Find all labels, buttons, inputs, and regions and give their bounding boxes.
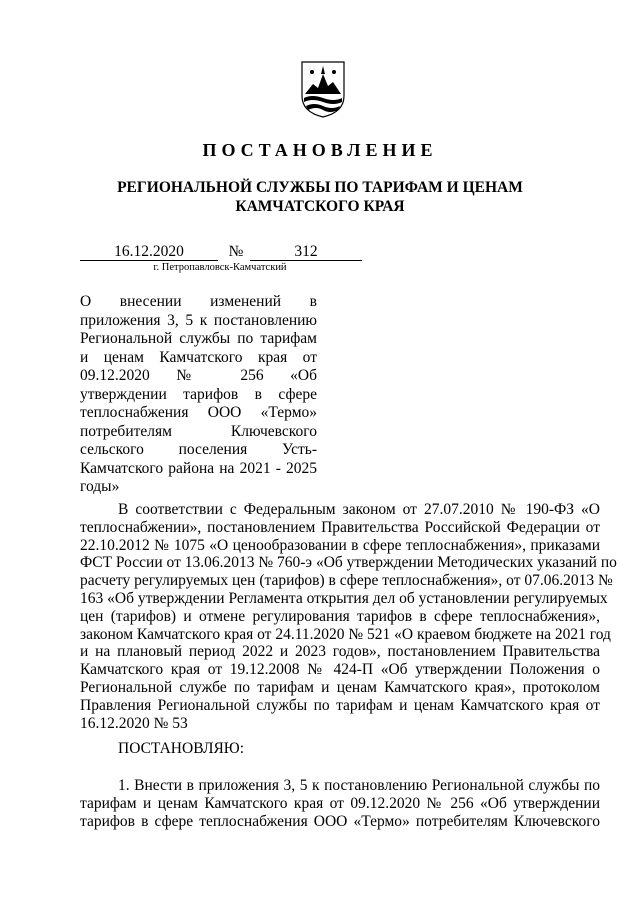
subject-block bbox=[80, 293, 317, 497]
date-number-line bbox=[80, 243, 360, 261]
preamble-paragraph bbox=[80, 501, 617, 732]
preamble-line: 16.12.2020 № 53 bbox=[80, 714, 188, 732]
subject-line: потребителям Ключевского bbox=[80, 422, 317, 440]
item-1-line: 1. Внести в приложения 3, 5 к постановлению Региональной службы по bbox=[118, 777, 600, 794]
preamble-line: Региональной службе по тарифам и ценам Камчатского края», протоколом bbox=[80, 678, 600, 696]
decree-word: ПОСТАНОВЛЯЮ: bbox=[118, 740, 245, 757]
subject-line: Региональной службы по тарифам bbox=[80, 330, 317, 347]
kamchatka-coat-of-arms-icon bbox=[300, 60, 346, 118]
preamble-line: теплоснабжении», постановлением Правительства Российской Федерации от bbox=[80, 518, 600, 536]
preamble-line: цен (тарифов) и отмене регулирования тарифов в сфере теплоснабжения», bbox=[80, 607, 600, 625]
preamble-line: Камчатского края от 19.12.2008 № 424-П «Об утверждении Положения о bbox=[80, 661, 600, 679]
city-name: г. Петропавловск-Камчатский bbox=[153, 262, 287, 273]
item-1-paragraph bbox=[80, 777, 600, 830]
document-type-title: ПОСТАНОВЛЕНИЕ bbox=[202, 140, 438, 160]
preamble-line: Правления Региональной службы по тарифам и ценам Камчатского края от bbox=[80, 696, 600, 714]
preamble-line: 22.10.2012 № 1075 «О ценообразовании в сфере теплоснабжения», приказами bbox=[80, 536, 600, 554]
subject-line: сельского поселения Усть- bbox=[80, 441, 317, 458]
item-1-line: тарифам и ценам Камчатского края от 09.12.2020 № 256 «Об утверждении bbox=[80, 794, 600, 812]
item-1-line: тарифов в сфере теплоснабжения ООО «Термо» потребителям Ключевского bbox=[80, 812, 600, 830]
document-date: 16.12.2020 bbox=[80, 243, 218, 261]
document-number: 312 bbox=[250, 243, 362, 261]
subject-line: утверждении тарифов в сфере bbox=[80, 385, 317, 403]
subject-line: приложения 3, 5 к постановлению bbox=[80, 311, 317, 329]
subject-line: теплоснабжения ООО «Термо» bbox=[80, 404, 317, 421]
subject-line: и ценам Камчатского края от bbox=[80, 348, 317, 366]
issuer-line: КАМЧАТСКОГО КРАЯ bbox=[235, 198, 405, 215]
subject-line: Камчатского района на 2021 - 2025 bbox=[80, 459, 317, 477]
preamble-line: 163 «Об утверждении Регламента открытия дел об установлении регулируемых bbox=[80, 589, 608, 607]
subject-line: О внесении изменений в bbox=[80, 293, 317, 310]
preamble-line: расчету регулируемых цен (тарифов) в сфере теплоснабжения», от 07.06.2013 № bbox=[80, 572, 613, 590]
preamble-line: и на плановый период 2022 и 2023 годов», постановлением Правительства bbox=[80, 643, 600, 661]
preamble-line: В соответствии с Федеральным законом от 27.07.2010 № 190-ФЗ «О bbox=[118, 501, 600, 518]
issuer-line: РЕГИОНАЛЬНОЙ СЛУЖБЫ ПО ТАРИФАМ И ЦЕНАМ bbox=[117, 179, 523, 196]
number-sign: № bbox=[228, 243, 244, 260]
preamble-line: ФСТ России от 13.06.2013 № 760-э «Об утверждении Методических указаний по bbox=[80, 554, 617, 572]
issuer-title bbox=[0, 178, 640, 216]
subject-line: годы» bbox=[80, 478, 120, 495]
preamble-line: законом Камчатского края от 24.11.2020 № 521 «О краевом бюджете на 2021 год bbox=[80, 625, 611, 643]
subject-line: 09.12.2020 № 256 «Об bbox=[80, 367, 317, 384]
